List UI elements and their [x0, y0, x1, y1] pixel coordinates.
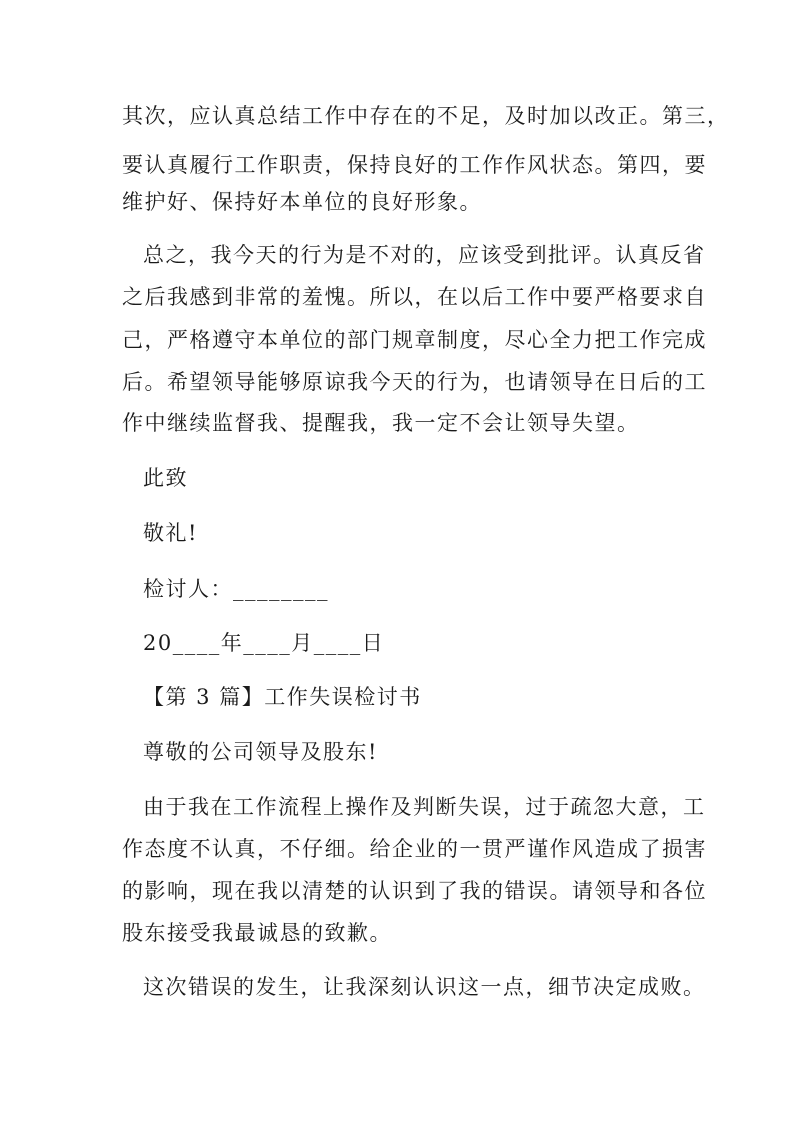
paragraph-line: 的影响，现在我以清楚的认识到了我的错误。请领导和各位	[122, 879, 707, 903]
paragraph-line: 维护好、保持好本单位的良好形象。	[122, 190, 482, 214]
closing-respect: 敬礼!	[143, 521, 198, 545]
letter-greeting: 尊敬的公司领导及股东!	[143, 740, 378, 764]
paragraph-line: 由于我在工作流程上操作及判断失误，过于疏忽大意，工	[143, 795, 706, 819]
paragraph-line: 要认真履行工作职责，保持良好的工作作风状态。第四，要	[122, 153, 707, 177]
paragraph-line: 之后我感到非常的羞愧。所以，在以后工作中要严格要求自	[122, 285, 707, 309]
paragraph-line: 总之，我今天的行为是不对的，应该受到批评。认真反省	[143, 243, 706, 267]
paragraph-line: 作态度不认真，不仔细。给企业的一贯严谨作风造成了损害	[122, 837, 707, 861]
paragraph-line: 股东接受我最诚恳的致歉。	[122, 921, 392, 945]
paragraph-line: 后。希望领导能够原谅我今天的行为，也请领导在日后的工	[122, 370, 707, 394]
paragraph-line: 其次，应认真总结工作中存在的不足，及时加以改正。第三，	[122, 104, 730, 128]
paragraph-line: 作中继续监督我、提醒我，我一定不会让领导失望。	[122, 411, 640, 435]
paragraph-line: 己，严格遵守本单位的部门规章制度，尽心全力把工作完成	[122, 328, 707, 352]
section-title: 【第 3 篇】工作失误检讨书	[143, 685, 422, 709]
paragraph-line: 这次错误的发生，让我深刻认识这一点，细节决定成败。	[143, 975, 706, 999]
signer-line: 检讨人：________	[143, 577, 329, 601]
date-line: 20____年____月____日	[143, 631, 385, 655]
closing-salutation: 此致	[143, 466, 188, 490]
